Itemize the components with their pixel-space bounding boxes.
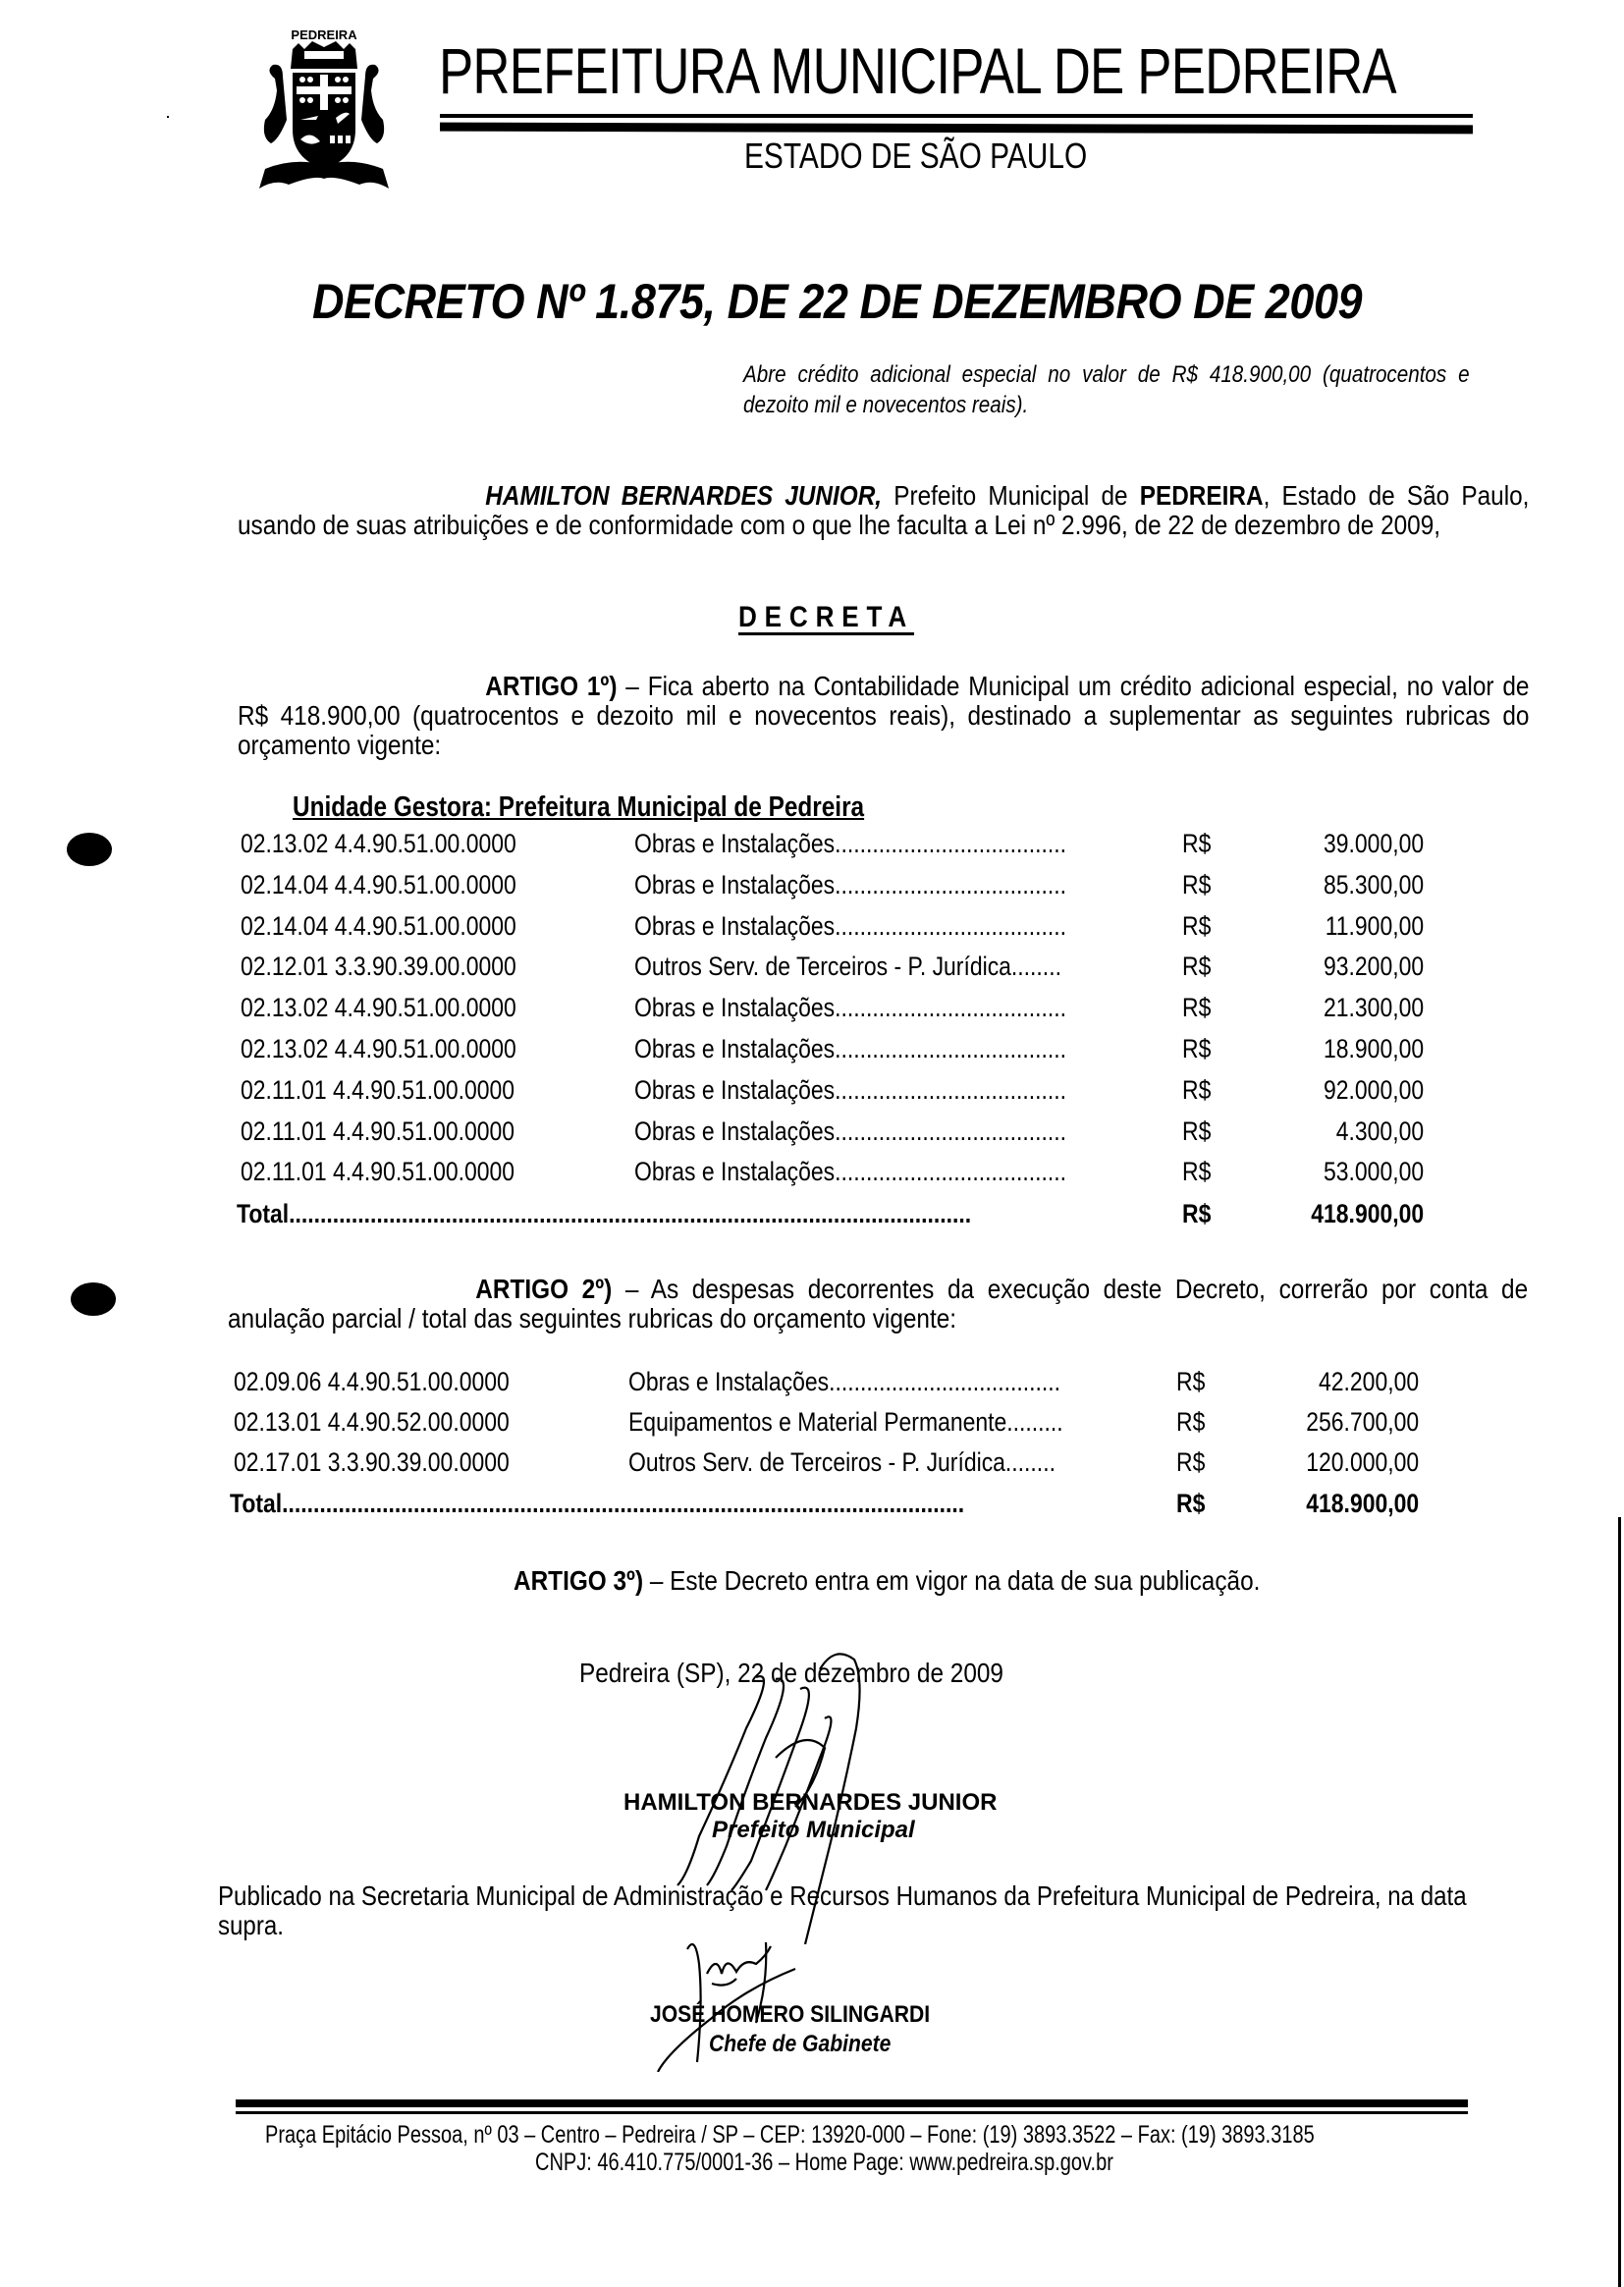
item-value: 85.300,00 bbox=[1323, 869, 1424, 899]
currency-symbol: R$ bbox=[1182, 1199, 1212, 1229]
table-row bbox=[0, 1407, 1624, 1437]
article-1-text: – Fica aberto na Contabilidade Municipal um crédito adicional especial, no valor de R$ 418.900,00 (quatrocentos e dezoito mil e novecentos reais), destinado a suplementar as seguintes rubricas do orçamento vigente: bbox=[238, 671, 1530, 760]
scan-edge-line bbox=[1618, 1517, 1621, 2287]
header-state: ESTADO DE SÃO PAULO bbox=[744, 136, 1088, 176]
footer-cnpj-web: CNPJ: 46.410.775/0001-36 – Home Page: www.pedreira.sp.gov.br bbox=[535, 2149, 1113, 2176]
total-label: Total............................................................................................................. bbox=[230, 1489, 965, 1518]
budget-code: 02.12.01 3.3.90.39.00.0000 bbox=[241, 952, 516, 982]
article-2-label: ARTIGO 2º) bbox=[475, 1274, 613, 1304]
item-description: Obras e Instalações..................................... bbox=[634, 1157, 1067, 1187]
item-description: Equipamentos e Material Permanente......... bbox=[628, 1407, 1063, 1437]
item-value: 92.000,00 bbox=[1323, 1074, 1424, 1105]
signatory-2-name: JOSÉ HOMERO SILINGARDI bbox=[650, 2001, 931, 2028]
table-row bbox=[0, 952, 1624, 981]
unit-header: Unidade Gestora: Prefeitura Municipal de Pedreira bbox=[293, 791, 865, 823]
decree-summary: Abre crédito adicional especial no valor de R$ 418.900,00 (quatrocentos e dezoito mil e novecentos reais). bbox=[743, 361, 1470, 418]
currency-symbol: R$ bbox=[1182, 1034, 1212, 1063]
chief-of-staff-signature bbox=[432, 1895, 1001, 2072]
decree-title: DECRETO Nº 1.875, DE 22 DE DEZEMBRO DE 2009 bbox=[312, 274, 1363, 329]
item-description: Obras e Instalações..................................... bbox=[634, 829, 1067, 858]
currency-symbol: R$ bbox=[1176, 1407, 1206, 1437]
table-row bbox=[0, 911, 1624, 941]
item-description: Obras e Instalações..................................... bbox=[634, 993, 1067, 1023]
header-rule-thick bbox=[440, 123, 1473, 135]
scan-speck bbox=[167, 116, 169, 118]
budget-code: 02.14.04 4.4.90.51.00.0000 bbox=[241, 910, 516, 941]
mayor-name: HAMILTON BERNARDES JUNIOR, bbox=[485, 480, 883, 511]
item-description: Obras e Instalações..................................... bbox=[634, 910, 1067, 941]
article-1 bbox=[238, 672, 1529, 760]
currency-symbol: R$ bbox=[1182, 1157, 1212, 1187]
table-total-row bbox=[0, 1199, 1624, 1228]
table-row bbox=[0, 1157, 1624, 1186]
currency-symbol: R$ bbox=[1182, 993, 1212, 1023]
preamble-text-1: Prefeito Municipal de bbox=[882, 480, 1140, 511]
total-value: 418.900,00 bbox=[1306, 1489, 1419, 1518]
budget-code: 02.13.01 4.4.90.52.00.0000 bbox=[234, 1407, 510, 1437]
footer-address: Praça Epitácio Pessoa, nº 03 – Centro – Pedreira / SP – CEP: 13920-000 – Fone: (19) 3893.3522 – Fax: (19) 3893.3185 bbox=[265, 2121, 1315, 2149]
currency-symbol: R$ bbox=[1182, 910, 1212, 941]
table-row bbox=[0, 1075, 1624, 1105]
budget-code: 02.14.04 4.4.90.51.00.0000 bbox=[241, 869, 516, 899]
table-row bbox=[0, 1447, 1624, 1477]
currency-symbol: R$ bbox=[1182, 869, 1212, 899]
table-row bbox=[0, 1116, 1624, 1146]
article-2 bbox=[228, 1275, 1528, 1334]
item-value: 42.200,00 bbox=[1318, 1367, 1419, 1396]
item-value: 93.200,00 bbox=[1323, 952, 1424, 982]
item-description: Obras e Instalações..................................... bbox=[634, 1116, 1067, 1146]
decreta-heading: DECRETA bbox=[738, 601, 915, 633]
coat-of-arms-logo bbox=[236, 22, 412, 198]
budget-code: 02.11.01 4.4.90.51.00.0000 bbox=[241, 1074, 515, 1105]
preamble-city: PEDREIRA bbox=[1139, 480, 1264, 511]
header-rule-thin bbox=[440, 114, 1473, 118]
table-row bbox=[0, 1034, 1624, 1063]
table-row bbox=[0, 829, 1624, 858]
currency-symbol: R$ bbox=[1176, 1489, 1206, 1518]
publication-note: Publicado na Secretaria Municipal de Administração e Recursos Humanos da Prefeitura Municipal de Pedreira, na data supra. bbox=[218, 1880, 1467, 1940]
budget-code: 02.13.02 4.4.90.51.00.0000 bbox=[241, 829, 516, 858]
table-total-row bbox=[0, 1489, 1624, 1518]
item-value: 53.000,00 bbox=[1323, 1157, 1424, 1187]
item-value: 18.900,00 bbox=[1323, 1034, 1424, 1063]
currency-symbol: R$ bbox=[1176, 1447, 1206, 1477]
item-value: 39.000,00 bbox=[1323, 829, 1424, 858]
currency-symbol: R$ bbox=[1182, 952, 1212, 982]
item-description: Obras e Instalações..................................... bbox=[634, 869, 1067, 899]
signatory-1-role: Prefeito Municipal bbox=[712, 1817, 915, 1843]
budget-code: 02.11.01 4.4.90.51.00.0000 bbox=[241, 1157, 515, 1187]
total-label: Total............................................................................................................. bbox=[237, 1199, 972, 1229]
punch-hole bbox=[71, 1282, 116, 1316]
article-3-text: – Este Decreto entra em vigor na data de sua publicação. bbox=[643, 1565, 1261, 1596]
article-1-label: ARTIGO 1º) bbox=[485, 671, 618, 701]
item-value: 4.300,00 bbox=[1335, 1116, 1424, 1146]
place-date: Pedreira (SP), 22 de dezembro de 2009 bbox=[579, 1658, 1003, 1688]
budget-code: 02.11.01 4.4.90.51.00.0000 bbox=[241, 1116, 515, 1146]
preamble bbox=[238, 481, 1529, 540]
article-2-text: – As despesas decorrentes da execução deste Decreto, correrão por conta de anulação parcial / total das seguintes rubricas do orçamento vigente: bbox=[228, 1274, 1529, 1334]
article-3-label: ARTIGO 3º) bbox=[514, 1565, 644, 1596]
item-value: 21.300,00 bbox=[1323, 993, 1424, 1023]
total-value: 418.900,00 bbox=[1311, 1199, 1424, 1229]
signatory-2-role: Chefe de Gabinete bbox=[709, 2031, 892, 2057]
item-value: 11.900,00 bbox=[1325, 910, 1424, 941]
currency-symbol: R$ bbox=[1182, 1074, 1212, 1105]
item-description: Obras e Instalações..................................... bbox=[634, 1034, 1067, 1063]
budget-code: 02.17.01 3.3.90.39.00.0000 bbox=[234, 1447, 510, 1477]
article-3 bbox=[514, 1565, 1260, 1597]
footer-rule-thin bbox=[236, 2111, 1468, 2114]
preamble-text-2: , Estado de São Paulo, usando de suas atribuições e de conformidade com o que lhe faculta a Lei nº 2.996, de 22 de dezembro de 2009, bbox=[238, 480, 1530, 540]
table-row bbox=[0, 993, 1624, 1022]
budget-code: 02.13.02 4.4.90.51.00.0000 bbox=[241, 1034, 516, 1063]
footer-rule-thick bbox=[236, 2099, 1468, 2107]
table-row bbox=[0, 1367, 1624, 1396]
budget-code: 02.13.02 4.4.90.51.00.0000 bbox=[241, 993, 516, 1023]
item-description: Obras e Instalações..................................... bbox=[628, 1367, 1061, 1396]
table-row bbox=[0, 870, 1624, 899]
currency-symbol: R$ bbox=[1182, 829, 1212, 858]
signatory-1-name: HAMILTON BERNARDES JUNIOR bbox=[623, 1789, 998, 1816]
header-title: PREFEITURA MUNICIPAL DE PEDREIRA bbox=[439, 34, 1396, 107]
currency-symbol: R$ bbox=[1182, 1116, 1212, 1146]
item-description: Outros Serv. de Terceiros - P. Jurídica........ bbox=[634, 952, 1061, 982]
crest-text: PEDREIRA bbox=[291, 27, 357, 42]
item-description: Outros Serv. de Terceiros - P. Jurídica........ bbox=[628, 1447, 1056, 1477]
budget-code: 02.09.06 4.4.90.51.00.0000 bbox=[234, 1367, 510, 1396]
punch-hole bbox=[67, 833, 112, 866]
item-description: Obras e Instalações..................................... bbox=[634, 1074, 1067, 1105]
item-value: 256.700,00 bbox=[1306, 1407, 1419, 1437]
item-value: 120.000,00 bbox=[1306, 1447, 1419, 1477]
currency-symbol: R$ bbox=[1176, 1367, 1206, 1396]
